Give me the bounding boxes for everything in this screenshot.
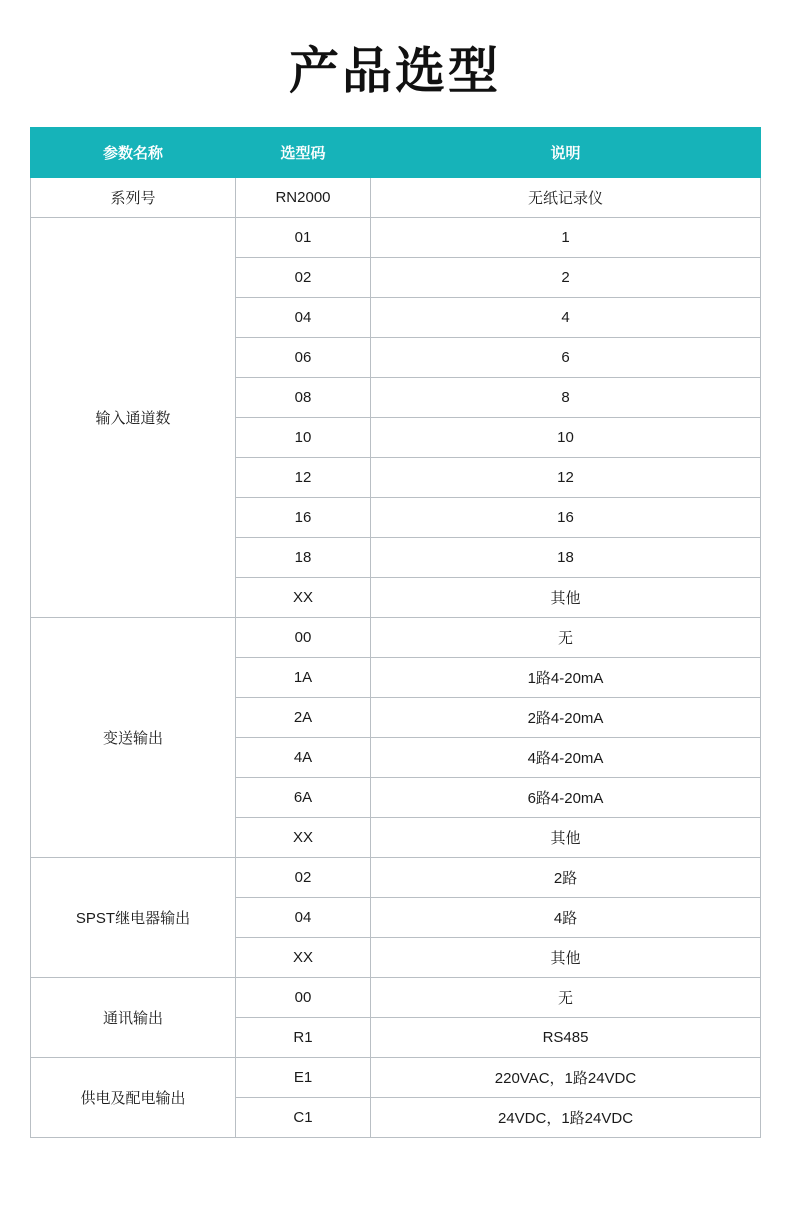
description-cell: 12 <box>371 458 761 498</box>
selection-code-cell: C1 <box>236 1098 371 1138</box>
description-cell: 4路4-20mA <box>371 738 761 778</box>
selection-code-cell: 02 <box>236 858 371 898</box>
description-cell: 2路4-20mA <box>371 698 761 738</box>
product-selection-table <box>30 127 761 1138</box>
description-cell: 无纸记录仪 <box>371 178 761 218</box>
parameter-name-cell: 通讯输出 <box>31 978 236 1058</box>
parameter-name-cell: 供电及配电输出 <box>31 1058 236 1138</box>
selection-code-cell: 12 <box>236 458 371 498</box>
page-title: 产品选型 <box>289 43 501 99</box>
parameter-name-cell: SPST继电器输出 <box>31 858 236 978</box>
description-cell: 10 <box>371 418 761 458</box>
description-cell: 16 <box>371 498 761 538</box>
spec-table-container <box>30 127 760 1138</box>
table-body <box>31 178 761 1138</box>
selection-code-cell: 04 <box>236 298 371 338</box>
column-header-parameter-name: 参数名称 <box>31 128 236 178</box>
description-cell: 4 <box>371 298 761 338</box>
column-header-selection-code: 选型码 <box>236 128 371 178</box>
description-cell: 2 <box>371 258 761 298</box>
selection-code-cell: 00 <box>236 618 371 658</box>
description-cell: 2路 <box>371 858 761 898</box>
selection-code-cell: 02 <box>236 258 371 298</box>
table-header-row <box>31 128 761 178</box>
description-cell: 220VAC，1路24VDC <box>371 1058 761 1098</box>
description-cell: 无 <box>371 978 761 1018</box>
description-cell: 8 <box>371 378 761 418</box>
column-header-description: 说明 <box>371 128 761 178</box>
description-cell: 1路4-20mA <box>371 658 761 698</box>
selection-code-cell: 04 <box>236 898 371 938</box>
selection-code-cell: R1 <box>236 1018 371 1058</box>
table-row <box>31 618 761 658</box>
description-cell: 4路 <box>371 898 761 938</box>
description-cell: 其他 <box>371 578 761 618</box>
table-row <box>31 218 761 258</box>
description-cell: RS485 <box>371 1018 761 1058</box>
selection-code-cell: 16 <box>236 498 371 538</box>
selection-code-cell: XX <box>236 818 371 858</box>
selection-code-cell: 06 <box>236 338 371 378</box>
table-header <box>31 128 761 178</box>
parameter-name-cell: 系列号 <box>31 178 236 218</box>
description-cell: 1 <box>371 218 761 258</box>
table-row <box>31 978 761 1018</box>
selection-code-cell: 6A <box>236 778 371 818</box>
selection-code-cell: 10 <box>236 418 371 458</box>
description-cell: 24VDC，1路24VDC <box>371 1098 761 1138</box>
selection-code-cell: RN2000 <box>236 178 371 218</box>
table-row <box>31 858 761 898</box>
description-cell: 其他 <box>371 938 761 978</box>
table-row <box>31 178 761 218</box>
selection-code-cell: 18 <box>236 538 371 578</box>
selection-code-cell: 00 <box>236 978 371 1018</box>
selection-code-cell: 01 <box>236 218 371 258</box>
selection-code-cell: E1 <box>236 1058 371 1098</box>
selection-code-cell: XX <box>236 938 371 978</box>
description-cell: 18 <box>371 538 761 578</box>
description-cell: 其他 <box>371 818 761 858</box>
description-cell: 6路4-20mA <box>371 778 761 818</box>
selection-code-cell: 2A <box>236 698 371 738</box>
selection-code-cell: 08 <box>236 378 371 418</box>
description-cell: 无 <box>371 618 761 658</box>
parameter-name-cell: 输入通道数 <box>31 218 236 618</box>
parameter-name-cell: 变送输出 <box>31 618 236 858</box>
selection-code-cell: 4A <box>236 738 371 778</box>
selection-code-cell: XX <box>236 578 371 618</box>
selection-code-cell: 1A <box>236 658 371 698</box>
table-row <box>31 1058 761 1098</box>
description-cell: 6 <box>371 338 761 378</box>
